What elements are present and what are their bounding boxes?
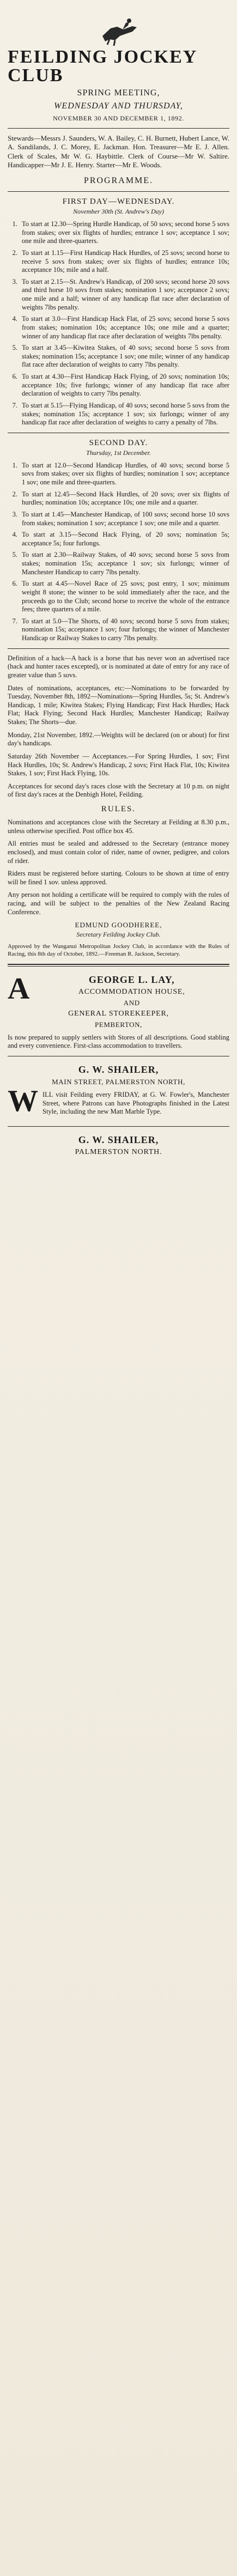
text-block-1: Definition of a hack—A hack is a horse that has never won an advertised race (hack and hunter races excepted), or is nominated at date of entry for any race of greater value than 5 sovs. [8,654,229,679]
text-blocks [8,654,229,799]
day2-subtitle: Thursday, 1st December. [86,448,151,457]
masthead-subtitle-2: WEDNESDAY AND THURSDAY, [54,101,183,111]
ad1-line3: GENERAL STOREKEEPER, [68,1009,169,1018]
ad1-name: GEORGE L. LAY, [88,974,175,985]
ad3-location: PALMERSTON NORTH. [75,1147,162,1156]
day2-event-1: 1. To start at 12.0—Second Handicap Hurdles, of 40 sovs; second horse 5 sovs from stakes; over six flights of hurdles; nomination 1 sov; acceptance 1 sov; one mile and three-quarters. [12,461,229,486]
day2-events [8,461,229,643]
day2-event-3: 3. To start at 1.45—Manchester Handicap, of 100 sovs; second horse 10 sovs from stakes; nomination 1 sov; acceptance 1 sov; one mile and a quarter. [12,510,229,527]
ad2-body: ILL visit Feilding every FRIDAY, at G. W. Fowler's, Manchester Street, where Patrons can have Photographs finished in the Latest Style, including the new Matt Marble Type. [42,1091,229,1116]
ad2-name: G. W. SHAILER, [78,1064,159,1075]
day2-event-2: 2. To start at 12.45—Second Hack Hurdles, of 20 sovs; over six flights of hurdles; nomination 10s; acceptance 10s; one mile and a quarter. [12,490,229,507]
day2-event-5: 5. To start at 2.30—Railway Stakes, of 40 sovs; second horse 5 sovs from stakes; nomination 15s; acceptance 1 sov; six furlongs; winner of Manchester Handicap to carry 7lbs penalty. [12,551,229,576]
divider [8,128,229,129]
programme-title: PROGRAMME. [83,176,154,185]
ad1-body: Is now prepared to supply settlers with Stores of all descriptions. Good stabling and every convenience. First-class accommodation to travellers. [8,1033,229,1050]
day1-events [8,220,229,427]
text-block-2: Dates of nominations, acceptances, etc:—Nominations to be forwarded by Tuesday, November 8th, 1892—Nominations—Spring Hurdles, 5s; St. Andrew's Handicap, 1 mile; Kiwitea Stakes; Flying Handicap; First Hack Hurdles; Hack Flat; Hack Flying; Second Hack Hurdles; Manchester Handicap; Railway Stakes; The Shorts—due. [8,684,229,726]
divider [8,648,229,649]
divider [8,1126,229,1127]
advert-george-l-lay [8,971,229,1050]
ad2-dropcap: W [8,1084,38,1118]
ad1-dropcap: A [8,971,30,1006]
divider [8,964,229,967]
signature-note: Approved by the Wanganui Metropolitan Jockey Club, in accordance with the Rules of Racing, this 8th day of October, 1892.—Freeman R. Jackson, Secretary. [8,943,229,957]
day1-title: FIRST DAY—WEDNESDAY. [62,197,175,206]
day1-event-1: 1. To start at 12.30—Spring Hurdle Handicap, of 50 sovs; second horse 5 sovs from stakes; over six flights of hurdles; entrance 1 sov; acceptance 1 sov; one mile and three-quarters. [12,220,229,245]
divider [8,191,229,192]
rules-paragraph-1: Nominations and acceptances close with the Secretary at Feilding at 8.30 p.m., unless otherwise specified. Post office box 45. [8,818,229,835]
day1-event-7: 7. To start at 5.15—Flying Handicap, of 40 sovs; second horse 5 sovs from the stakes; nomination 15s; acceptance 1 sov; six furlongs; winner of any handicap flat race after declaration of weights to carry a penalty of 7lbs. [12,401,229,427]
advert-footer [8,1134,229,1157]
masthead-subtitle: SPRING MEETING, [77,88,160,98]
day2-title: SECOND DAY. [89,438,148,447]
rules-paragraph-3: Riders must be registered before starting. Colours to be shown at time of entry will be fined 1 sov. unless approved. [8,870,229,886]
advert-g-w-shailer [8,1064,229,1121]
text-block-5: Acceptances for second day's races close with the Secretary at 10 p.m. on night of first day's races at the Denbigh Hotel, Feilding. [8,782,229,799]
text-block-4: Saturday 26th November — Acceptances.—For Spring Hurdles, 1 sov; First Hack Hurdles, 10s; St. Andrew's Handicap, 2 sovs; First Hack Flat, 10s; Kiwitea Stakes, 1 sov; First Hack Flying, 10s. [8,752,229,777]
day1-event-2: 2. To start at 1.15—First Handicap Hack Hurdles, of 25 sovs; second horse to receive 5 sovs from stakes; over six flights of hurdles; entrance 10s; acceptance 10s; mile and a half. [12,248,229,274]
ad1-line4: PEMBERTON, [95,1020,142,1029]
ad2-location: MAIN STREET, PALMERSTON NORTH, [52,1078,185,1086]
day1-event-4: 4. To start at 3.0—First Handicap Hack Flat, of 25 sovs; second horse 5 sovs from stakes; nomination 10s; acceptance 10s; one mile and a quarter; winner of any handicap flat race after declaration of weights 7lbs penalty. [12,315,229,340]
stewards-block: Stewards—Messrs J. Saunders, W. A. Bailey, C. H. Burnett, Hubert Lance, W. A. Sandilands, J. C. Morey, E. Jackman. Hon. Treasurer—Mr E. J. Allen. Clerk of Scales, Mr W. G. Haybittle. Clerk of Course—Mr W. Saltire. Handicapper—Mr J. E. Henry. Starter—Mr E. Woods. [8,134,229,169]
day1-event-5: 5. To start at 3.45—Kiwitea Stakes, of 40 sovs; second horse 5 sovs from stakes; nomination 15s; acceptance 1 sov; one mile; winner of any handicap flat race after declaration of weights to carry 7lbs penalty. [12,344,229,369]
rules-paragraph-4: Any person not holding a certificate will be required to comply with the rules of racing, and will be subject to the penalties of the New Zealand Racing Conference. [8,891,229,916]
day2-event-4: 4. To start at 3.15—Second Hack Flying, of 20 sovs; nomination 5s; acceptance 5s; four furlongs. [12,531,229,547]
rules-text [8,818,229,916]
rules-title: RULES. [101,805,136,813]
signature-title: Secretary Feilding Jockey Club. [76,931,161,939]
ad1-line1: ACCOMMODATION HOUSE, [78,987,185,996]
masthead [8,48,229,85]
day1-subtitle: November 30th (St. Andrew's Day) [73,208,164,215]
rules-paragraph-2: All entries must be sealed and addressed to the Secretary (entrance money enclosed), and must contain color of rider, name of owner, pedigree, and colors of rider. [8,840,229,865]
ad1-line2: AND [123,998,140,1007]
ad3-name: G. W. SHAILER, [78,1134,159,1145]
day1-event-6: 6. To start at 4.30—First Handicap Hack Flying, of 20 sovs; nomination 10s; acceptance 10s; five furlongs; winner of any handicap flat race after declaration of weights to carry 7lbs penalty. [12,373,229,398]
text-block-3: Monday, 21st November, 1892.—Weights will be declared (on or about) for first day's handicaps. [8,731,229,748]
masthead-title: FEILDING JOCKEY CLUB [8,47,197,86]
day2-event-7: 7. To start at 5.0—The Shorts, of 40 sovs; second horse 5 sovs from stakes; nomination 15s; acceptance 1 sov; four furlongs; the winner of Manchester Handicap or Railway Stakes to carry 7lbs penalty. [12,617,229,642]
day2-event-6: 6. To start at 4.45—Novel Race of 25 sovs; post entry, 1 sov; minimum weight 8 stone; the winner to be sold immediately after the race, and the proceeds go to the Club; second horse to receive the whole of the entrance fees; three quarters of a mile. [12,580,229,613]
signature-name: EDMUND GOODHEREE, [75,921,162,929]
day1-event-3: 3. To start at 2.15—St. Andrew's Handicap, of 200 sovs; second horse 20 sovs and third horse 10 sovs from stakes; nomination 1 sov; acceptance 2 sovs; one mile and a half; winner of any handicap flat race after declaration of weights 7lbs penalty. [12,277,229,311]
masthead-dates: NOVEMBER 30 AND DECEMBER 1, 1892. [53,114,184,122]
racehorse-emblem-icon [94,8,143,46]
